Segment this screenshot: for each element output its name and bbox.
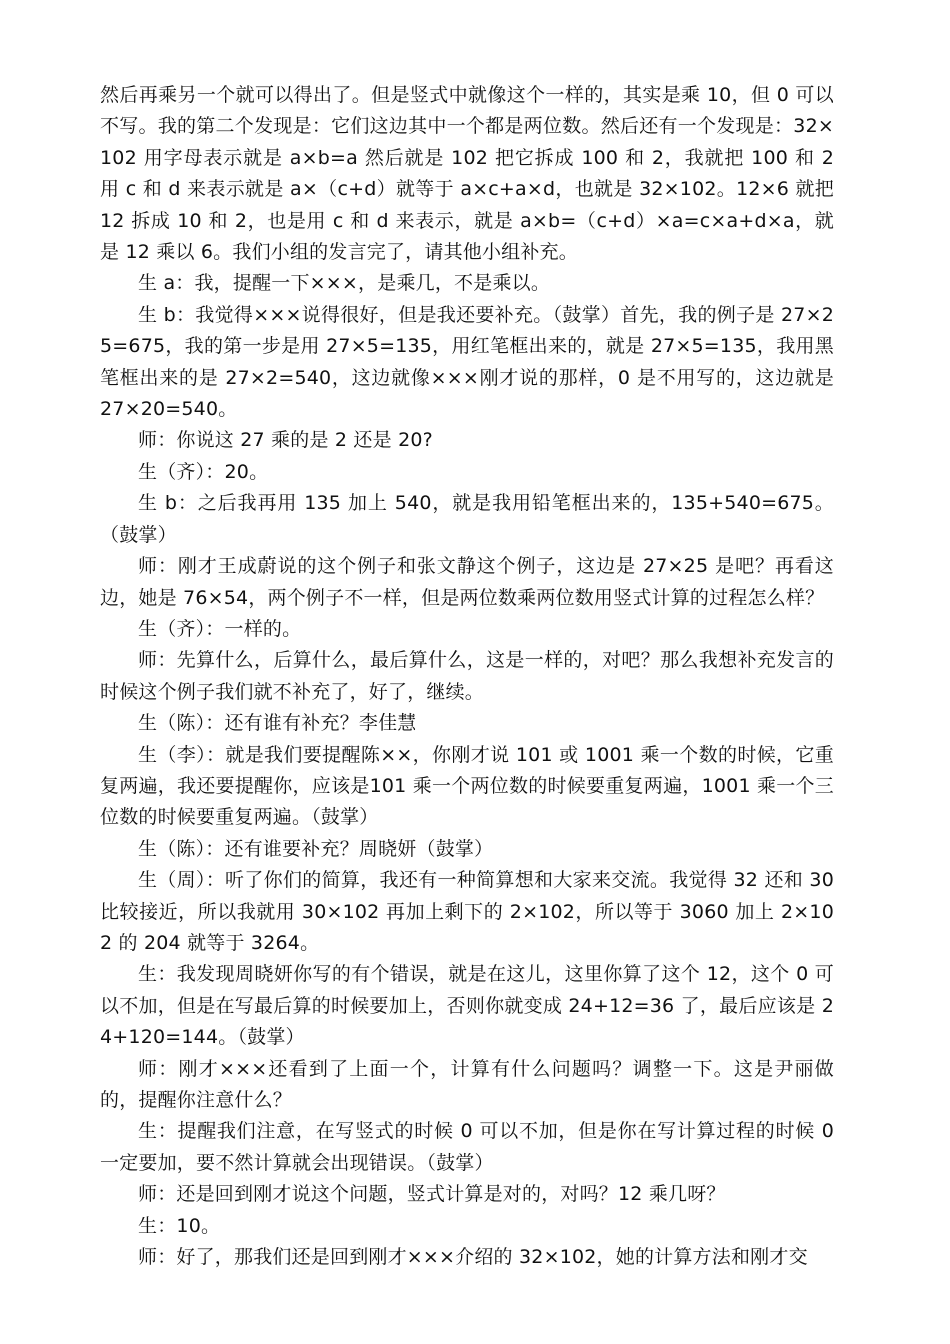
paragraph-2: 生 b：我觉得×××说得很好，但是我还要补充。（鼓掌）首先，我的例子是 27×25=675，我的第一步是用 27×5=135，用红笔框出来的，就是 27×5=135，我用黑笔框出来的是 27×2=540，这边就像×××刚才说的那样，0 是不用写的，这边就是 27×20=540。 [100,303,834,421]
paragraph-7: 生（齐）：一样的。 [138,617,302,640]
paragraph-6: 师：刚才王成蔚说的这个例子和张文静这个例子，这边是 27×25 是吧？再看这边，她是 76×54，两个例子不一样，但是两位数乘两位数用竖式计算的过程怎么样？ [100,555,834,609]
paragraph-18: 师：好了，那我们还是回到刚才×××介绍的 32×102，她的计算方法和刚才交 [138,1246,808,1269]
paragraph-13: 生：我发现周晓妍你写的有个错误，就是在这儿，这里你算了这个 12，这个 0 可以不加，但是在写最后算的时候要加上，否则你就变成 24+12=36 了，最后应该是 24+120=144。（鼓掌） [100,963,834,1049]
paragraph-3: 师：你说这 27 乘的是 2 还是 20? [138,429,433,452]
paragraph-17: 生：10。 [138,1214,221,1237]
paragraph-16: 师：还是回到刚才说这个问题，竖式计算是对的，对吗？12 乘几呀？ [138,1183,726,1206]
paragraph-11: 生（陈）：还有谁要补充？周晓妍（鼓掌） [138,837,494,860]
paragraph-9: 生（陈）：还有谁有补充？李佳慧 [138,712,417,735]
document-page [100,80,834,1273]
paragraph-12: 生（周）：听了你们的简算，我还有一种简算想和大家来交流。我觉得 32 还和 30 比较接近，所以我就用 30×102 再加上剩下的 2×102，所以等于 3060 加上 2×102 的 204 就等于 3264。 [100,869,834,954]
paragraph-0: 然后再乘另一个就可以得出了。但是竖式中就像这个一样的，其实是乘 10，但 0 可以不写。我的第二个发现是：它们这边其中一个都是两位数。然后还有一个发现是：32×102 用字母表示就是 a×b=a 然后就是 102 把它拆成 100 和 2，我就把 100 和 2 用 c 和 d 来表示就是 a×（c+d）就等于 a×c+a×d，也就是 32×102。12×6 就把 12 拆成 10 和 2，也是用 c 和 d 来表示，就是 a×b=（c+d）×a=c×a+d×a，就是 12 乘以 6。我们小组的发言完了，请其他小组补充。 [100,84,834,264]
paragraph-4: 生（齐）：20。 [138,460,269,483]
paragraph-15: 生：提醒我们注意，在写竖式的时候 0 可以不加，但是你在写计算过程的时候 0 一定要加，要不然计算就会出现错误。（鼓掌） [100,1120,834,1174]
paragraph-10: 生（李）：就是我们要提醒陈××，你刚才说 101 或 1001 乘一个数的时候，它重复两遍，我还要提醒你，应该是101 乘一个两位数的时候要重复两遍，1001 乘一个三位数的时候要重复两遍。（鼓掌） [100,743,834,829]
paragraph-8: 师：先算什么，后算什么，最后算什么，这是一样的，对吧？那么我想补充发言的时候这个例子我们就不补充了，好了，继续。 [100,649,834,703]
paragraph-5: 生 b：之后我再用 135 加上 540，就是我用铅笔框出来的，135+540=675。（鼓掌） [100,492,834,546]
paragraph-1: 生 a：我，提醒一下×××，是乘几，不是乘以。 [138,272,551,295]
paragraph-14: 师：刚才×××还看到了上面一个，计算有什么问题吗？调整一下。这是尹丽做的，提醒你注意什么？ [100,1057,834,1111]
